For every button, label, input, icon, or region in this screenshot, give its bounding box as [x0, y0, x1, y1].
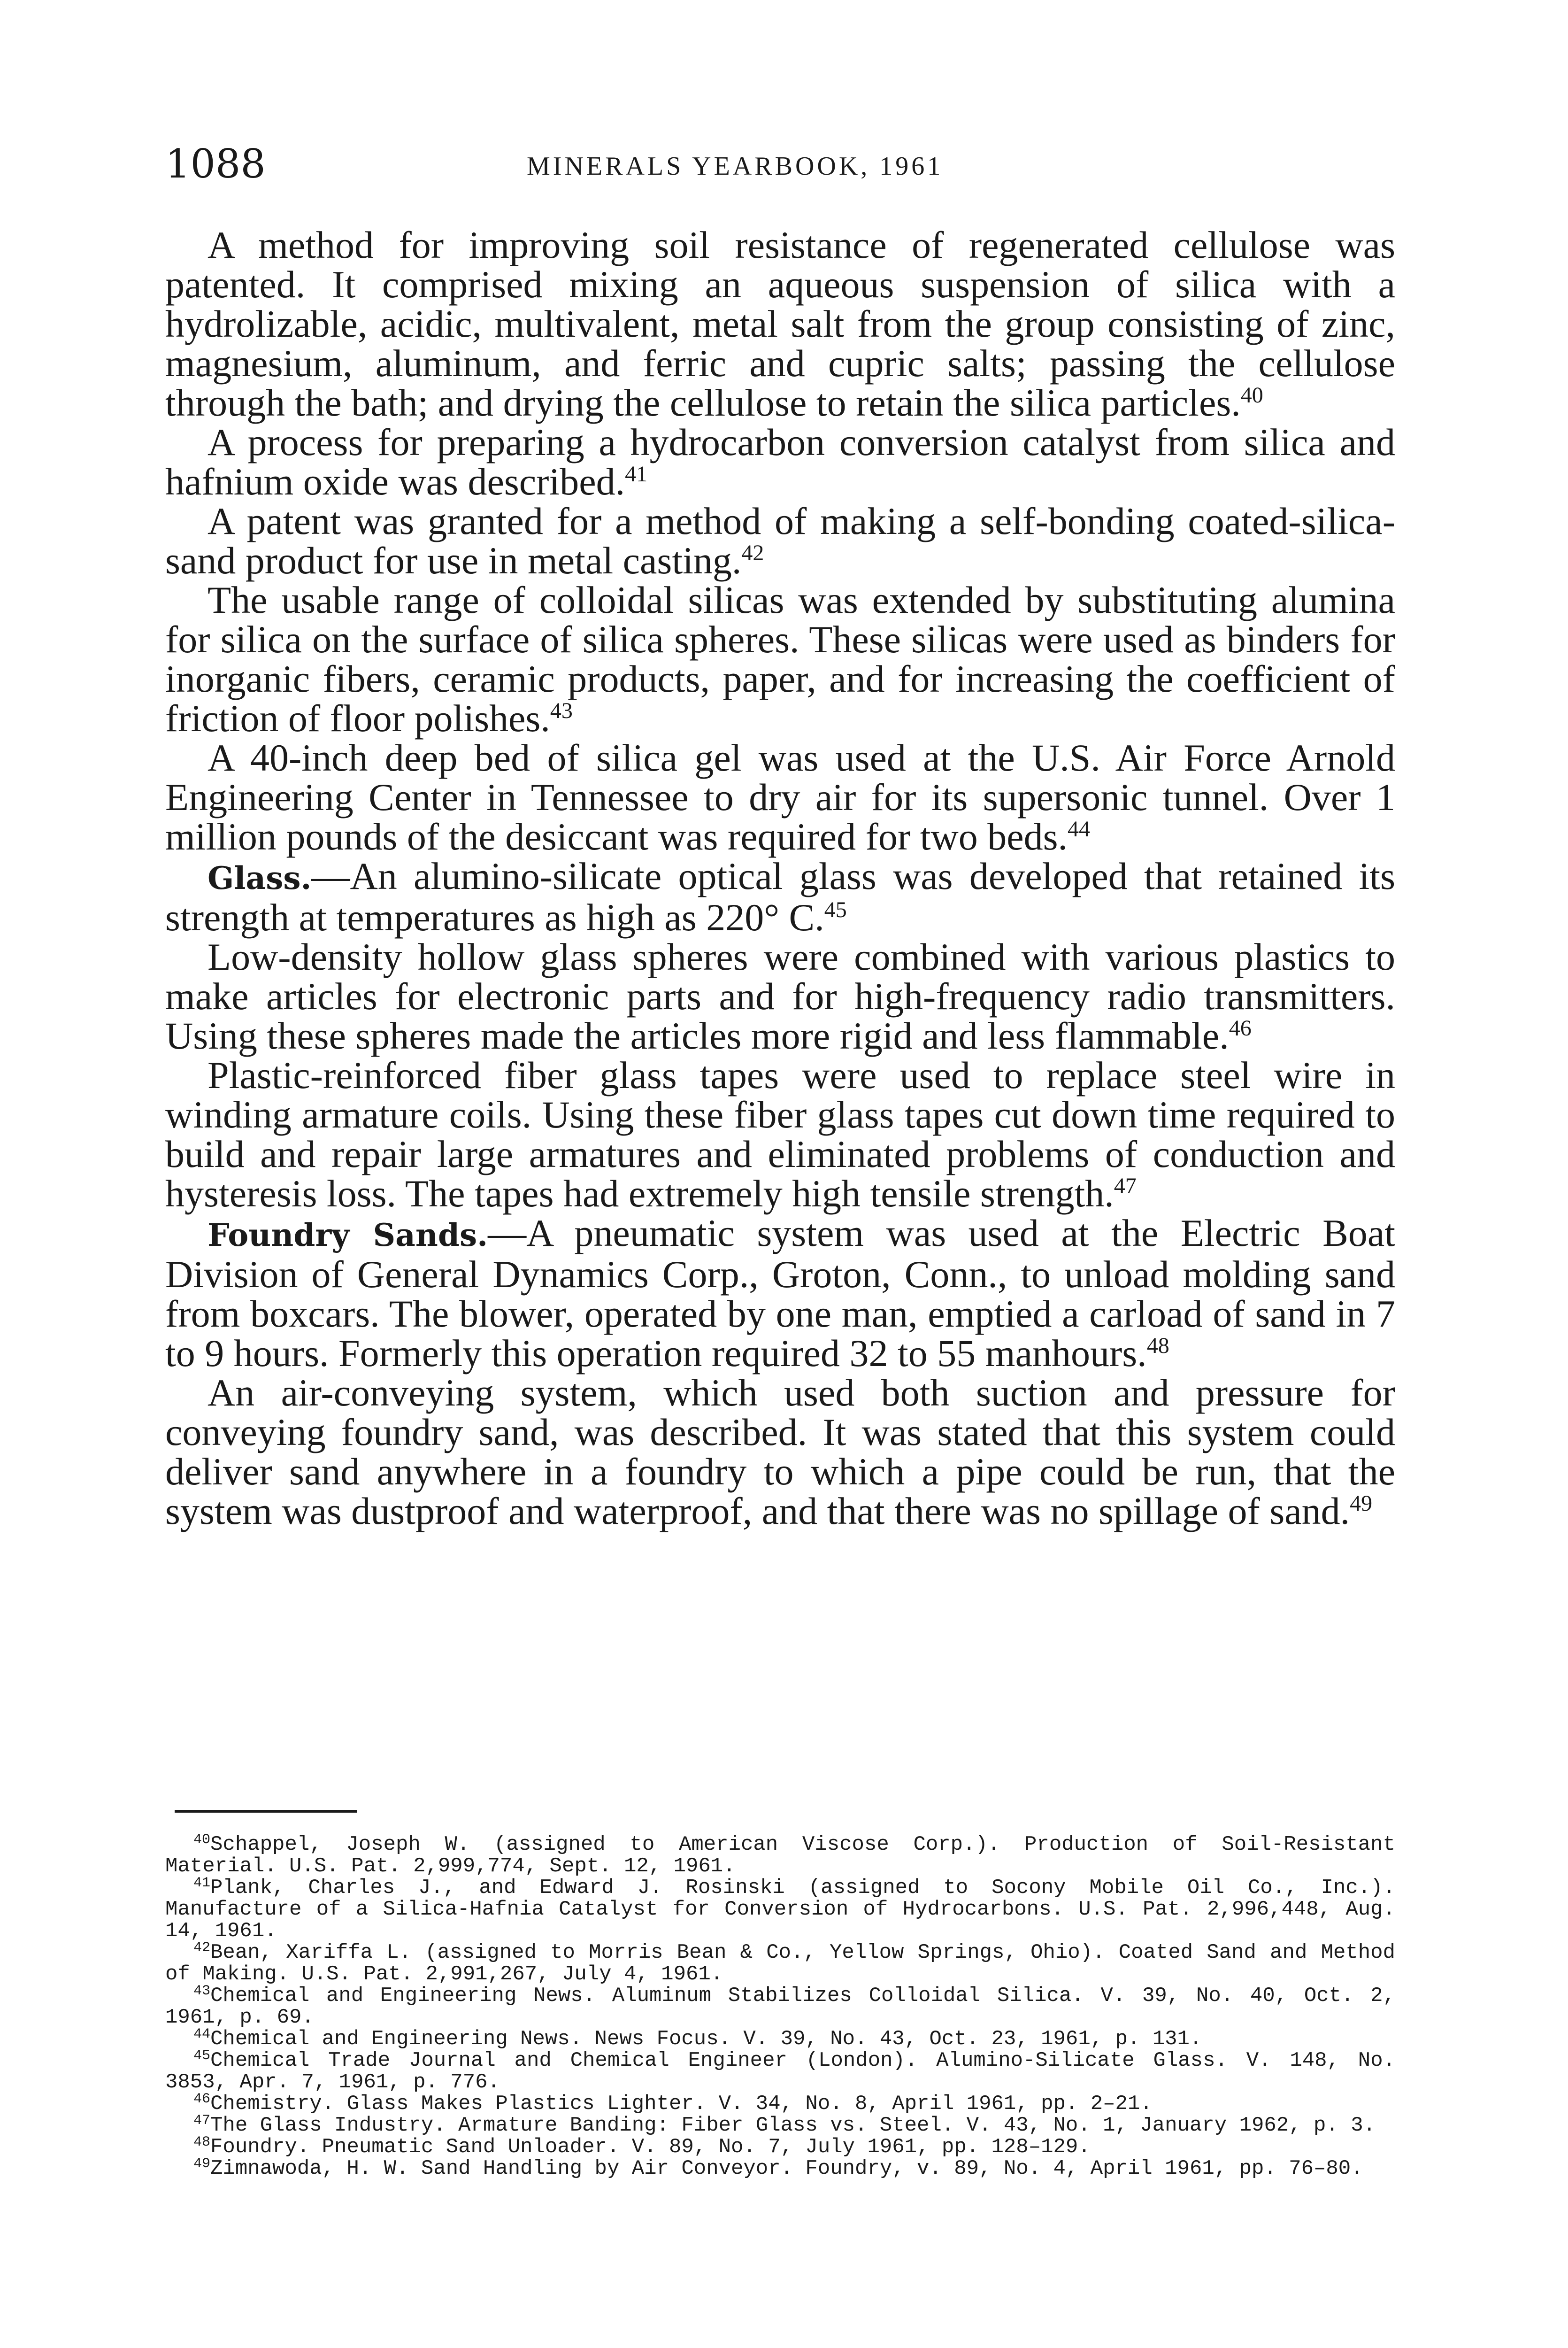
section-heading-glass: Glass.	[208, 860, 312, 896]
paragraph-glass: Glass.—An alumino-silicate optical glass was developed that retained its strength at temperatures as high as 220° C.$^{45}$	[165, 855, 1395, 939]
footnote-number: 49	[193, 2156, 211, 2172]
footnote-ref: 41	[625, 462, 648, 487]
footnote-number: 41	[193, 1875, 211, 1891]
paragraph: Plastic-reinforced fiber glass tapes were used to replace steel wire in winding armature coils. Using these fiber glass tapes cut down time required to build and repair large armatures and eliminated problems of conduction and hysteresis loss. The tapes had extremely high tensile strength.$^{47}$	[165, 1054, 1395, 1215]
footnote-ref: 40	[1240, 383, 1263, 408]
footnote-ref: 44	[1068, 817, 1090, 842]
paragraph: A process for preparing a hydrocarbon conversion catalyst from silica and hafnium oxide was described.$^{41}$	[165, 421, 1395, 503]
footnote-divider	[175, 1810, 357, 1813]
footnote-ref: 47	[1114, 1174, 1137, 1198]
footnote: $^{47}$The Glass Industry. Armature Banding: Fiber Glass vs. Steel. V. 43, No. 1, January 1962, p. 3.	[193, 2113, 1376, 2137]
footnote: $^{41}$Plank, Charles J., and Edward J. Rosinski (assigned to Socony Mobile Oil Co., Inc.). Manufacture of a Silica-Hafnia Catalyst for Conversion of Hydrocarbons. U.S. Pat. 2,996,448, Aug. 14, 1961.	[165, 1875, 1395, 1943]
footnote-ref: 43	[550, 698, 573, 723]
paragraph: An air-conveying system, which used both suction and pressure for conveying foundry sand, was described. It was stated that this system could deliver sand anywhere in a foundry to which a pipe could be run, that the system was dustproof and waterproof, and that there was no spillage of sand.$^{49}$	[165, 1371, 1395, 1532]
paragraph: A 40-inch deep bed of silica gel was used at the U.S. Air Force Arnold Engineering Center in Tennessee to dry air for its supersonic tunnel. Over 1 million pounds of the desiccant was required for two beds.$^{44}$	[165, 736, 1395, 858]
page-header	[165, 141, 1405, 193]
footnote: $^{40}$Schappel, Joseph W. (assigned to American Viscose Corp.). Production of Soil-Resistant Material. U.S. Pat. 2,999,774, Sept. 12, 1961.	[165, 1832, 1395, 1878]
footnote-ref: 42	[741, 541, 764, 565]
paragraph-foundry-sands: Foundry Sands.—A pneumatic system was used at the Electric Boat Division of General Dynamics Corp., Groton, Conn., to unload molding sand from boxcars. The blower, operated by one man, emptied a carload of sand in 7 to 9 hours. Formerly this operation required 32 to 55 manhours.$^{48}$	[165, 1212, 1396, 1375]
footnote-number: 44	[193, 2026, 211, 2042]
footnote: $^{44}$Chemical and Engineering News. News Focus. V. 39, No. 43, Oct. 23, 1961, p. 131.	[193, 2026, 1202, 2051]
footnotes	[165, 1834, 1395, 2179]
footnote-number: 47	[193, 2113, 211, 2129]
footnote: $^{43}$Chemical and Engineering News. Aluminum Stabilizes Colloidal Silica. V. 39, No. 40, Oct. 2, 1961, p. 69.	[165, 1983, 1395, 2029]
footnote: $^{42}$Bean, Xariffa L. (assigned to Morris Bean & Co., Yellow Springs, Ohio). Coated Sand and Method of Making. U.S. Pat. 2,991,267, July 4, 1961.	[165, 1940, 1395, 1986]
footnote-number: 46	[193, 2091, 211, 2107]
footnote-number: 48	[193, 2134, 211, 2150]
footnote: $^{45}$Chemical Trade Journal and Chemical Engineer (London). Alumino-Silicate Glass. V. 148, No. 3853, Apr. 7, 1961, p. 776.	[165, 2048, 1395, 2094]
footnote-ref: 46	[1229, 1016, 1252, 1041]
footnote: $^{46}$Chemistry. Glass Makes Plastics Lighter. V. 34, No. 8, April 1961, pp. 2–21.	[193, 2091, 1153, 2116]
paragraph: Low-density hollow glass spheres were combined with various plastics to make articles for electronic parts and for high-frequency radio transmitters. Using these spheres made the articles more rigid and less flammable.$^{46}$	[165, 935, 1395, 1057]
footnote-ref: 45	[824, 897, 847, 922]
page-number: 1088	[165, 141, 266, 187]
footnote-number: 40	[193, 1832, 211, 1848]
paragraph: The usable range of colloidal silicas was extended by substituting alumina for silica on the surface of silica spheres. These silicas were used as binders for inorganic fibers, ceramic products, paper, and for increasing the coefficient of friction of floor polishes.$^{43}$	[165, 579, 1395, 740]
body-text	[165, 225, 1395, 1531]
footnote: $^{49}$Zimnawoda, H. W. Sand Handling by Air Conveyor. Foundry, v. 89, No. 4, April 1961, pp. 76–80.	[193, 2156, 1363, 2180]
footnote-ref: 49	[1350, 1491, 1373, 1516]
footnote-ref: 48	[1146, 1333, 1169, 1358]
running-head: MINERALS YEARBOOK, 1961	[527, 152, 944, 181]
footnote-number: 45	[193, 2048, 211, 2064]
paragraph: A method for improving soil resistance of regenerated cellulose was patented. It comprised mixing an aqueous suspension of silica with a hydrolizable, acidic, multivalent, metal salt from the group consisting of zinc, magnesium, aluminum, and ferric and cupric salts; passing the cellulose through the bath; and drying the cellulose to retain the silica particles.$^{40}$	[165, 224, 1395, 424]
paragraph: A patent was granted for a method of making a self-bonding coated-silica-sand product for use in metal casting.$^{42}$	[165, 500, 1395, 582]
footnote: $^{48}$Foundry. Pneumatic Sand Unloader. V. 89, No. 7, July 1961, pp. 128–129.	[193, 2134, 1091, 2159]
footnote-number: 43	[193, 1983, 211, 1999]
footnote-number: 42	[193, 1940, 211, 1956]
section-heading-foundry-sands: Foundry Sands.	[208, 1217, 488, 1253]
